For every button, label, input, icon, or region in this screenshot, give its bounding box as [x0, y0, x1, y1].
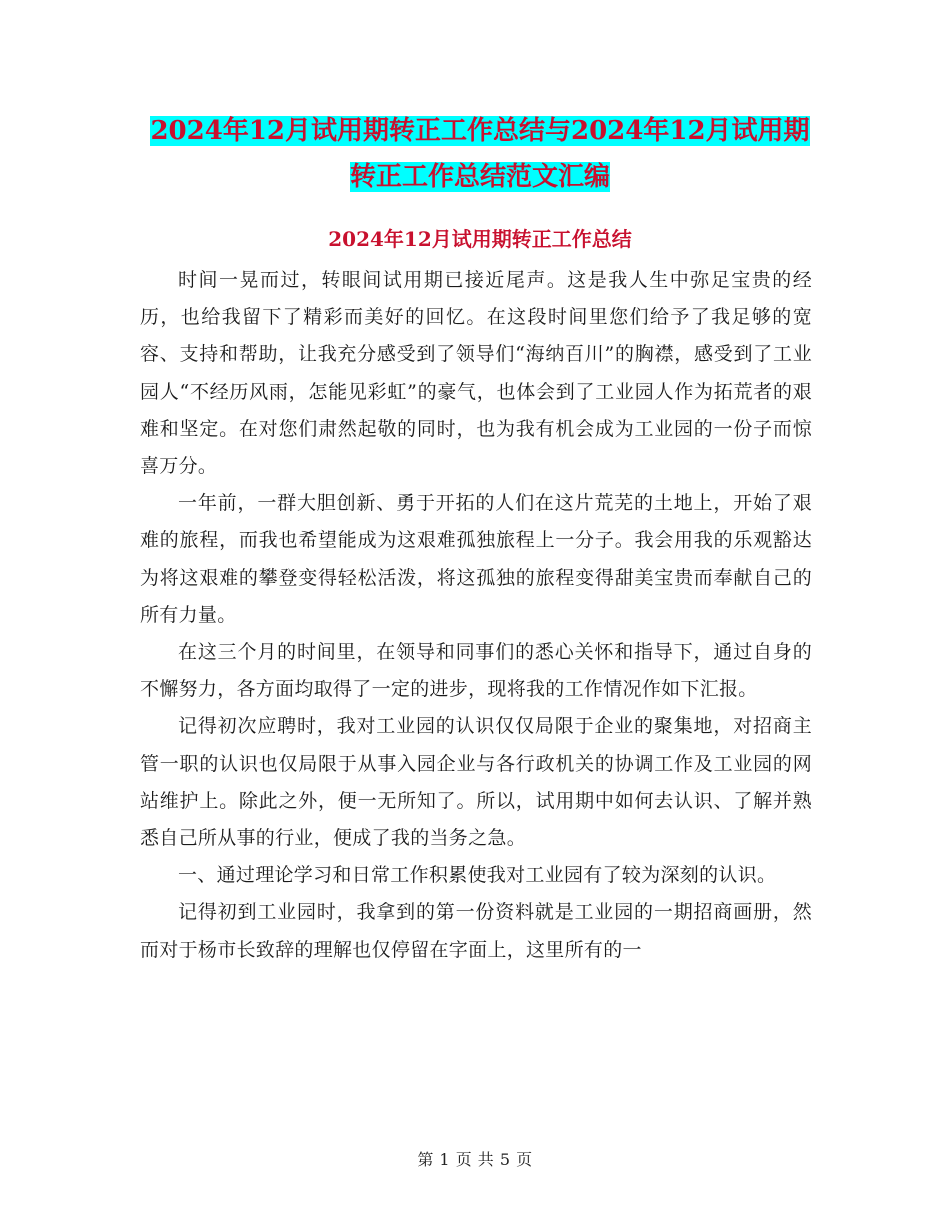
paragraph-2: 一年前，一群大胆创新、勇于开拓的人们在这片荒芜的土地上，开始了艰难的旅程，而我也希望能成为这艰难孤独旅程上一分子。我会用我的乐观豁达为将这艰难的攀登变得轻松活泼，将这孤独的旅程变得甜美宝贵而奉献自己的所有力量。	[140, 492, 812, 626]
paragraph-3: 在这三个月的时间里，在领导和同事们的悉心关怀和指导下，通过自身的不懈努力，各方面均取得了一定的进步，现将我的工作情况作如下汇报。	[140, 641, 812, 701]
paragraph-1: 时间一晃而过，转眼间试用期已接近尾声。这是我人生中弥足宝贵的经历，也给我留下了精彩而美好的回忆。在这段时间里您们给予了我足够的宽容、支持和帮助，让我充分感受到了领导们“海纳百川”的胸襟，感受到了工业园人“不经历风雨，怎能见彩虹”的豪气，也体会到了工业园人作为拓荒者的艰难和坚定。在对您们肃然起敬的同时，也为我有机会成为工业园的一份子而惊喜万分。	[140, 269, 812, 478]
document-title-highlight: 2024年12月试用期转正工作总结与2024年12月试用期转正工作总结范文汇编	[150, 116, 810, 192]
page-number-footer: 第 1 页 共 5 页	[417, 1150, 533, 1169]
paragraph-5: 一、通过理论学习和日常工作积累使我对工业园有了较为深刻的认识。	[178, 864, 777, 887]
paragraph-4: 记得初次应聘时，我对工业园的认识仅仅局限于企业的聚集地，对招商主管一职的认识也仅局限于从事入园企业与各行政机关的协调工作及工业园的网站维护上。除此之外，便一无所知了。所以，试用期中如何去认识、了解并熟悉自己所从事的行业，便成了我的当务之急。	[140, 715, 812, 850]
document-body	[140, 262, 812, 969]
section-title: 2024年12月试用期转正工作总结	[328, 227, 632, 251]
paragraph-6: 记得初到工业园时，我拿到的第一份资料就是工业园的一期招商画册，然而对于杨市长致辞的理解也仅停留在字面上，这里所有的一	[140, 901, 812, 961]
document-title	[140, 108, 820, 200]
